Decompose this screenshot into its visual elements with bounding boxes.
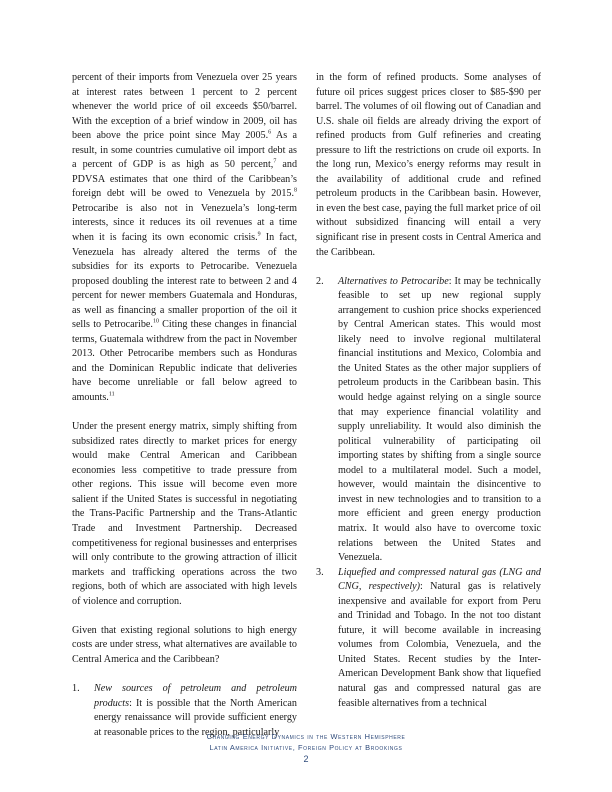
list-item-alternatives-petrocaribe bbox=[316, 275, 541, 566]
footer-publisher: Latin America Initiative, Foreign Policy at Brookings bbox=[209, 742, 403, 752]
right-column bbox=[316, 71, 541, 711]
page-number: 2 bbox=[303, 754, 309, 764]
paragraph-petrocaribe-terms: percent of their imports from Venezuela over 25 years at interest rates between 1 percent to 2 percent whenever the world price of oil exceeds $50/barrel. With the exception of a brief window in 2009, oil has been above the price point since May 2005.$^6$ As a result, in some countries cumulative oil import debt as a percent of GDP is as high as 50 percent,$^7$ and PDVSA estimates that one third of the Caribbean’s foreign debt will be owed to Venezuela by 2015.$^8$ Petrocaribe is also not in Venezuela’s long-term interests, since it reduces its oil revenues at a time when it is facing its own economic crisis.$^9$ In fact, Venezuela has already altered the terms of the subsidies for its exports to Petrocaribe. Venezuela proposed doubling the interest rate to between 2 and 4 percent for newer members Guatemala and Honduras, as well as financing a smaller proportion of the oil it sells to Petrocaribe.$^{10}$ Citing these changes in financial terms, Guatemala withdrew from the pact in November 2013. Other Petrocaribe members such as Honduras and the Dominican Republic indicate that deliveries have become unreliable or fall below agreed to amounts.$^{11}$ bbox=[72, 72, 298, 404]
list-item-heading: New sources of petroleum and petroleum products bbox=[94, 682, 297, 709]
footnote-ref: 11 bbox=[108, 391, 115, 398]
footnote-ref: 8 bbox=[294, 188, 297, 194]
list-number: 1. bbox=[72, 682, 80, 694]
list-item-text: : Natural gas is relatively inexpensive and available for export from Peru and Trinidad and Tobago. In the not too distant future, it will become available in increasing volumes from Colombia, Venezuela, and the United States. Recent studies by the Inter-American Development Bank show that liquefied natural gas and compressed natural gas are feasible alternatives from a technical bbox=[338, 581, 541, 709]
paragraph-refined-products: in the form of refined products. Some analyses of future oil prices suggest prices closer to $85-$90 per barrel. The volumes of oil flowing out of Canadian and U.S. shale oil fields are already driving the export of refined products from Gulf refineries and creating pressure to lift the restrictions on crude oil exports. In the long run, Mexico’s energy reforms may result in the availability of additional crude and refined petroleum products in the Caribbean basin. However, in even the best case, paying the full market price of oil without subsidized financing will entail a very significant rise in present costs in Central America and the Caribbean. bbox=[316, 72, 541, 258]
footnote-ref: 10 bbox=[152, 318, 159, 325]
list-item-text: : It is possible that the North American energy renaissance will provide sufficient energy at reasonable prices to the region, particularly bbox=[94, 697, 297, 738]
list-number: 3. bbox=[316, 566, 324, 578]
footnote-ref: 6 bbox=[268, 129, 272, 136]
paragraph-energy-matrix: Under the present energy matrix, simply shifting from subsidized rates directly to market prices for energy would make Central American and Caribbean economies less competitive to trade pressure from other regions. This issue will become even more salient if the United States is successful in negotiating the Trans-Pacific Partnership and the Trans-Atlantic Trade and Investment Partnership. Decreased competitiveness for regional businesses and enterprises will only contribute to the growing attraction of illicit markets and trafficking operations across the two regions, both of which are associated with high levels of violence and corruption. bbox=[72, 421, 297, 607]
footer-report-title: Changing Energy Dynamics in the Western Hemisphere bbox=[206, 732, 406, 741]
list-number: 2. bbox=[316, 275, 324, 287]
list-item-natural-gas bbox=[316, 566, 541, 711]
paragraph-alternatives-question: Given that existing regional solutions to high energy costs are under stress, what alternatives are available to Central America and the Caribbean? bbox=[72, 624, 297, 665]
left-column bbox=[72, 71, 297, 740]
footnote-ref: 7 bbox=[273, 158, 277, 165]
page-footer bbox=[0, 732, 612, 765]
footnote-ref: 9 bbox=[257, 231, 261, 238]
list-item-heading: Liquefied and compressed natural gas (LNG and CNG, respectively) bbox=[338, 566, 541, 593]
list-item-text: : It may be technically feasible to set up new regional supply arrangement to cushion price shocks experienced by Central American states. This would most likely need to involve regional multilateral financial institutions and Mexico, Colombia and the United States as the other major suppliers of petroleum products in the Caribbean basin. This would hedge against relying on a single source that may experience financial volatility and supply unreliability. It would also diminish the political vulnerability of participating oil importing states by shifting from a single source model to a multilateral model. Such a model, however, would maintain the disincentive to invest in new technologies and to transition to a more efficient and green energy production matrix. It would also have to overcome toxic relations between the United States and Venezuela. bbox=[338, 275, 541, 564]
list-item-heading: Alternatives to Petrocaribe bbox=[338, 275, 449, 287]
